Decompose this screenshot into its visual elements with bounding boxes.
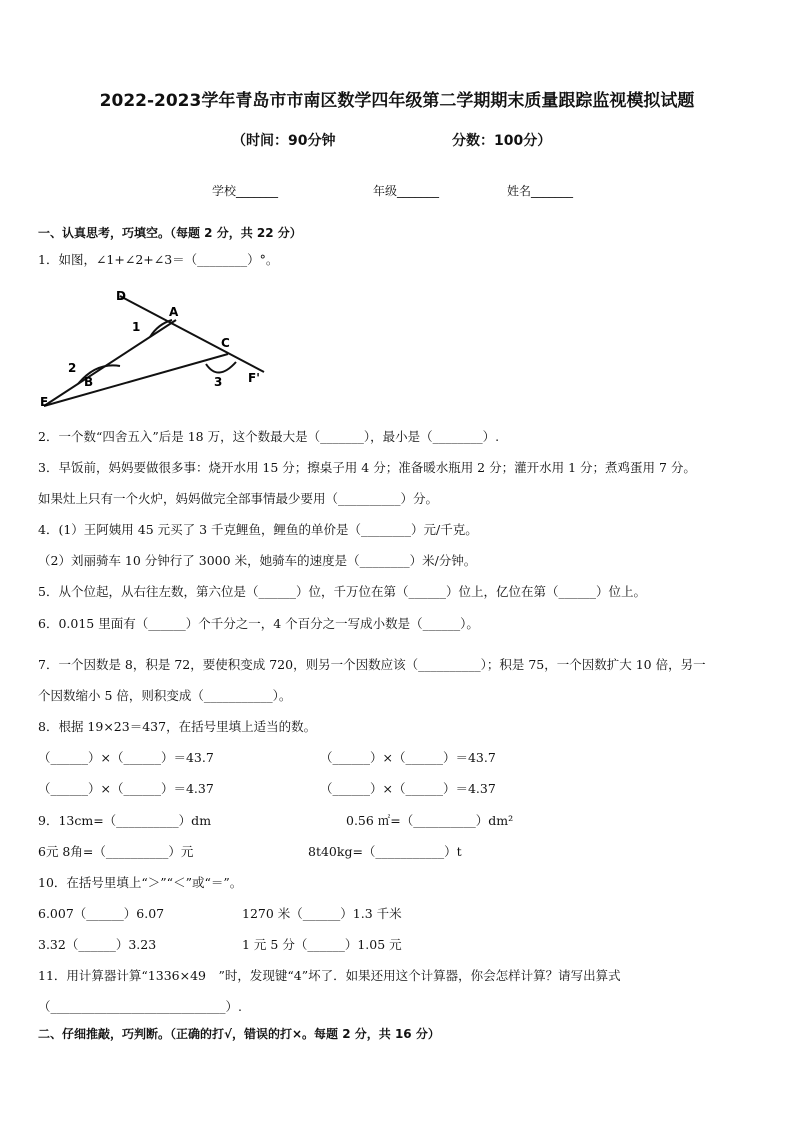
question-2: 2．一个数“四舍五入”后是 18 万，这个数最大是（_______），最小是（________）. bbox=[38, 429, 500, 444]
page-title: 2022-2023学年青岛市市南区数学四年级第二学期期末质量跟踪监视模拟试题 bbox=[99, 91, 695, 111]
question-8-blank-4: （______）×（______）＝4.37 bbox=[320, 781, 496, 796]
question-10-b: 1270 米（______）1.3 千米 bbox=[242, 906, 402, 921]
name-field: 姓名_______ bbox=[507, 184, 574, 198]
question-8-blank-2: （______）×（______）＝43.7 bbox=[320, 750, 496, 765]
exam-time: （时间：90分钟 bbox=[232, 133, 336, 149]
question-4-part-2: （2）刘丽骑车 10 分钟行了 3000 米，她骑车的速度是（________）米/分钟。 bbox=[38, 553, 477, 568]
angle-label-3: 3 bbox=[214, 375, 223, 389]
angle-label-2: 2 bbox=[68, 361, 77, 375]
section-1-heading: 一、认真思考，巧填空。（每题 2 分，共 22 分） bbox=[38, 226, 302, 240]
question-3-line-2: 如果灶上只有一个火炉，妈妈做完全部事情最少要用（__________）分。 bbox=[38, 491, 439, 506]
exam-score: 分数：100分） bbox=[452, 133, 552, 149]
question-10-c: 3.32（______）3.23 bbox=[38, 937, 157, 952]
question-4-part-1: 4．(1）王阿姨用 45 元买了 3 千克鲤鱼，鲤鱼的单价是（________）元/千克。 bbox=[38, 522, 478, 537]
question-10-d: 1 元 5 分（______）1.05 元 bbox=[242, 937, 402, 952]
question-5: 5．从个位起，从右往左数，第六位是（______）位，千万位在第（______）位上，亿位在第（______）位上。 bbox=[38, 584, 646, 599]
question-11-line-1: 11．用计算器计算“1336×49 ”时，发现键“4”坏了．如果还用这个计算器，你会怎样计算？请写出算式 bbox=[38, 968, 621, 983]
question-8-blank-1: （______）×（______）＝43.7 bbox=[38, 750, 214, 765]
question-11-line-2: （____________________________）. bbox=[38, 999, 242, 1014]
question-8: 8．根据 19×23＝437，在括号里填上适当的数。 bbox=[38, 719, 317, 734]
question-6: 6．0.015 里面有（______）个千分之一，4 个百分之一写成小数是（______）。 bbox=[38, 616, 479, 631]
angle-label-1: 1 bbox=[132, 320, 141, 334]
question-7-line-2: 个因数缩小 5 倍，则积变成（___________）。 bbox=[38, 688, 292, 703]
school-field: 学校_______ bbox=[212, 184, 279, 198]
question-9-d: 8t40kg=（___________）t bbox=[308, 844, 462, 859]
question-8-blank-3: （______）×（______）＝4.37 bbox=[38, 781, 214, 796]
question-9-b: 0.56 ㎡=（__________）dm² bbox=[346, 813, 514, 828]
question-10: 10．在括号里填上“＞”“＜”或“＝”。 bbox=[38, 875, 243, 890]
line-d-f bbox=[120, 296, 264, 372]
label-c: C bbox=[221, 336, 230, 350]
angle-3-arc bbox=[206, 362, 236, 373]
label-b: B bbox=[84, 375, 94, 389]
angle-figure bbox=[38, 282, 278, 412]
grade-field: 年级_______ bbox=[373, 184, 440, 198]
line-e-a bbox=[44, 320, 176, 406]
question-3-line-1: 3．早饭前，妈妈要做很多事：烧开水用 15 分；擦桌子用 4 分；准备暖水瓶用 2 分；灌开水用 1 分；煮鸡蛋用 7 分。 bbox=[38, 460, 696, 475]
question-1: 1．如图，∠1+∠2+∠3＝（________）°。 bbox=[38, 252, 279, 267]
question-7-line-1: 7．一个因数是 8，积是 72，要使积变成 720，则另一个因数应该（__________）；积是 75，一个因数扩大 10 倍，另一 bbox=[38, 657, 706, 672]
question-9-c: 6元 8角=（__________）元 bbox=[38, 844, 194, 859]
question-9-a: 9．13cm=（__________）dm bbox=[38, 813, 212, 828]
label-a: A bbox=[169, 305, 179, 319]
question-10-a: 6.007（______）6.07 bbox=[38, 906, 165, 921]
section-2-heading: 二、仔细推敲，巧判断。（正确的打√，错误的打×。每题 2 分，共 16 分） bbox=[38, 1027, 440, 1041]
label-d: D bbox=[116, 289, 126, 303]
label-e: E bbox=[40, 395, 49, 409]
label-f: F' bbox=[248, 371, 260, 385]
